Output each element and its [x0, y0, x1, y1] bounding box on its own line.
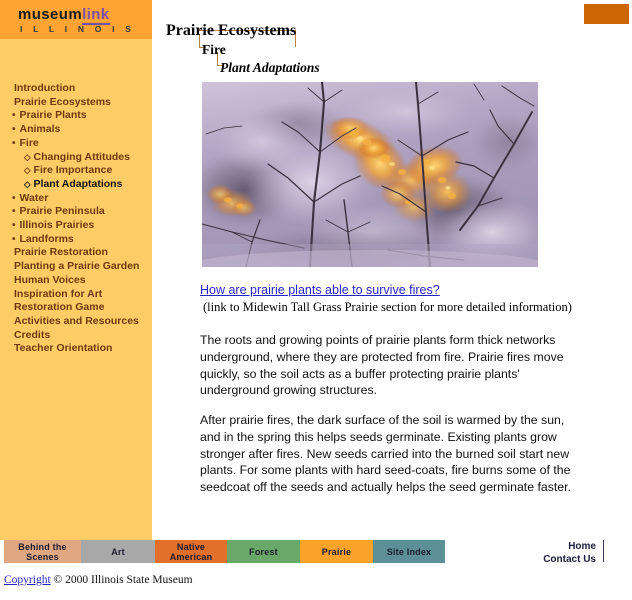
bottom-nav-tab-art[interactable]: Art	[81, 540, 155, 563]
logo-subtitle: I L L I N O I S	[20, 24, 136, 34]
sidebar-item-fire[interactable]: • Fire	[0, 137, 152, 151]
contact-us-link[interactable]: Contact Us	[543, 554, 596, 565]
sidebar-nav-list	[0, 82, 152, 356]
sidebar-item-prairie-plants[interactable]: • Prairie Plants	[0, 109, 152, 123]
bottom-nav-tab-site-index[interactable]: Site Index	[373, 540, 445, 563]
body-paragraph-2: After prairie fires, the dark surface of the soil is warmed by the sun, and in the spring this helps seeds germinate. Existing plants grow stronger after fires. New seeds carried into the burned soil start new plants. For some plants with hard seed-coats, fire burns some of the seedcoat off the seeds and actually helps the seed germinate faster.	[200, 413, 571, 495]
bottom-nav-bar	[4, 540, 445, 563]
logo-link-text: link	[82, 6, 110, 23]
sidebar-item-changing-attitudes[interactable]: ◇ Changing Attitudes	[0, 151, 152, 165]
corner-divider	[603, 540, 604, 562]
sidebar-item-water[interactable]: • Water	[0, 192, 152, 206]
sidebar-item-human-voices[interactable]: Human Voices	[14, 273, 86, 286]
sidebar-item-activities-and-resources[interactable]: Activities and Resources	[14, 314, 139, 327]
sidebar-item-landforms[interactable]: • Landforms	[0, 233, 152, 247]
home-link[interactable]: Home	[568, 541, 596, 552]
sidebar-item-prairie-restoration[interactable]: Prairie Restoration	[14, 246, 108, 259]
copyright-text: © 2000 Illinois State Museum	[50, 574, 193, 586]
copyright-line	[4, 574, 193, 586]
site-logo[interactable]	[18, 7, 110, 22]
sidebar-item-prairie-peninsula[interactable]: • Prairie Peninsula	[0, 205, 152, 219]
logo-museum-text: museum	[18, 6, 83, 23]
bottom-nav-tab-forest[interactable]: Forest	[227, 540, 300, 563]
body-paragraph-1: The roots and growing points of prairie plants form thick networks underground, where they are protected from fire. Prairie fires move quickly, so the soil acts as a buffer protecting prairie plants' underground growing structures.	[200, 333, 564, 398]
sidebar-item-restoration-game[interactable]: Restoration Game	[14, 301, 105, 314]
sidebar-item-introduction[interactable]: Introduction	[14, 82, 76, 94]
sidebar-item-prairie-ecosystems[interactable]: Prairie Ecosystems	[14, 95, 111, 108]
midewin-caption: (link to Midewin Tall Grass Prairie section for more detailed information)	[203, 300, 572, 314]
sidebar-item-inspiration-for-art[interactable]: Inspiration for Art	[14, 287, 103, 300]
sidebar-item-planting-a-prairie-garden[interactable]: Planting a Prairie Garden	[14, 260, 140, 273]
prairie-fire-photo	[202, 82, 538, 267]
copyright-link[interactable]: Copyright	[4, 574, 51, 586]
bottom-nav-tab-native-american[interactable]: Native American	[155, 540, 227, 563]
sidebar-item-animals[interactable]: • Animals	[0, 123, 152, 137]
survive-fires-link[interactable]: How are prairie plants able to survive fires?	[200, 283, 440, 297]
bottom-nav-tab-prairie[interactable]: Prairie	[300, 540, 373, 563]
sidebar-item-illinois-prairies[interactable]: • Illinois Prairies	[0, 219, 152, 233]
bottom-nav-tab-behind-the-scenes[interactable]: Behind the Scenes	[4, 540, 81, 563]
sidebar	[0, 0, 152, 540]
sidebar-item-plant-adaptations[interactable]: ◇ Plant Adaptations	[0, 178, 152, 192]
breadcrumb-item-prairie-ecosystems[interactable]: Prairie Ecosystems	[166, 22, 297, 39]
breadcrumb	[166, 22, 546, 78]
corner-accent-block	[584, 4, 629, 24]
sidebar-item-teacher-orientation[interactable]: Teacher Orientation	[14, 342, 113, 355]
breadcrumb-item-plant-adaptations: Plant Adaptations	[220, 60, 320, 75]
breadcrumb-item-fire[interactable]: Fire	[202, 42, 226, 57]
sidebar-item-fire-importance[interactable]: ◇ Fire Importance	[0, 164, 152, 178]
sidebar-item-credits[interactable]: Credits	[14, 328, 51, 341]
corner-links	[486, 540, 596, 566]
